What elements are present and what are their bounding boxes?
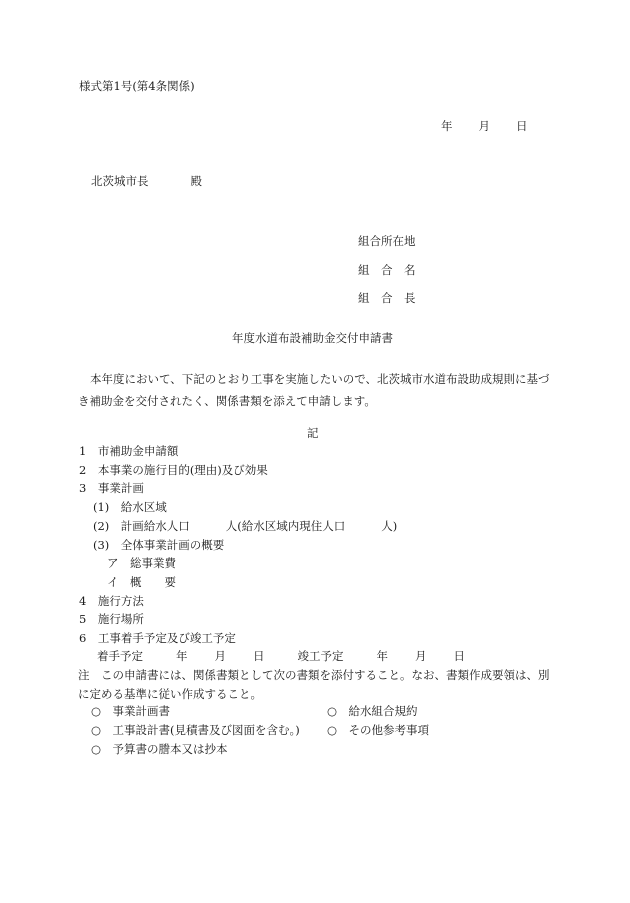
attachment-5: ○ 予算書の謄本又は抄本 bbox=[91, 742, 228, 756]
attachment-3: ○ 工事設計書(見積書及び図面を含む。) bbox=[91, 723, 300, 737]
item-2: 2 本事業の施行目的(理由)及び効果 bbox=[79, 463, 268, 477]
item-3-3: (3) 全体事業計画の概要 bbox=[93, 538, 225, 552]
start-day: 日 bbox=[253, 649, 265, 663]
start-label: 着手予定 bbox=[97, 649, 143, 663]
attachment-4: ○ その他参考事項 bbox=[327, 723, 430, 737]
note-paragraph: 注 この申請書には、関係書類として次の書類を添付すること。なお、書類作成要領は、別に定める基準に従い作成すること。 bbox=[78, 668, 550, 701]
addressee-honorific: 殿 bbox=[190, 174, 202, 188]
item-5: 5 施行場所 bbox=[79, 612, 144, 626]
body-paragraph: 本年度において、下記のとおり工事を実施したいので、北茨城市水道布設助成規則に基づき補助金を交付されたく、関係書類を添えて申請します。 bbox=[78, 372, 550, 408]
addressee bbox=[91, 176, 202, 188]
item-3: 3 事業計画 bbox=[79, 481, 144, 495]
form-number: 様式第1号(第4条関係) bbox=[79, 79, 195, 93]
item-1: 1 市補助金申請額 bbox=[79, 444, 179, 458]
end-day: 日 bbox=[453, 649, 465, 663]
applicant-name-label: 組 合 名 bbox=[358, 263, 416, 277]
item-3-1: (1) 給水区域 bbox=[93, 500, 167, 514]
date-year: 年 bbox=[441, 119, 453, 133]
end-label: 竣工予定 bbox=[297, 649, 344, 663]
date-month: 月 bbox=[478, 119, 490, 133]
item-3-2-end: 人) bbox=[381, 519, 398, 533]
attachment-2: ○ 給水組合規約 bbox=[327, 704, 418, 718]
start-year: 年 bbox=[176, 649, 188, 663]
item-3-3-a: ア 総事業費 bbox=[107, 556, 176, 570]
attachment-1: ○ 事業計画書 bbox=[91, 704, 171, 718]
end-month: 月 bbox=[415, 649, 427, 663]
ki-heading: 記 bbox=[307, 426, 319, 440]
date-day: 日 bbox=[516, 119, 528, 133]
start-month: 月 bbox=[214, 649, 226, 663]
item-3-2-mid: 人(給水区域内現住人口 bbox=[225, 519, 346, 533]
document-title: 年度水道布設補助金交付申請書 bbox=[232, 331, 393, 345]
schedule-line bbox=[97, 651, 465, 663]
applicant-head-label: 組 合 長 bbox=[358, 291, 416, 305]
addressee-name: 北茨城市長 bbox=[91, 174, 149, 188]
item-4: 4 施行方法 bbox=[79, 594, 144, 608]
item-6: 6 工事着手予定及び竣工予定 bbox=[79, 631, 236, 645]
item-3-3-b: イ 概 要 bbox=[107, 575, 176, 589]
applicant-address-label: 組合所在地 bbox=[358, 234, 416, 248]
date-line bbox=[441, 121, 528, 133]
end-year: 年 bbox=[376, 649, 388, 663]
item-3-2-label: (2) 計画給水人口 bbox=[93, 519, 190, 533]
item-3-2 bbox=[93, 521, 397, 533]
